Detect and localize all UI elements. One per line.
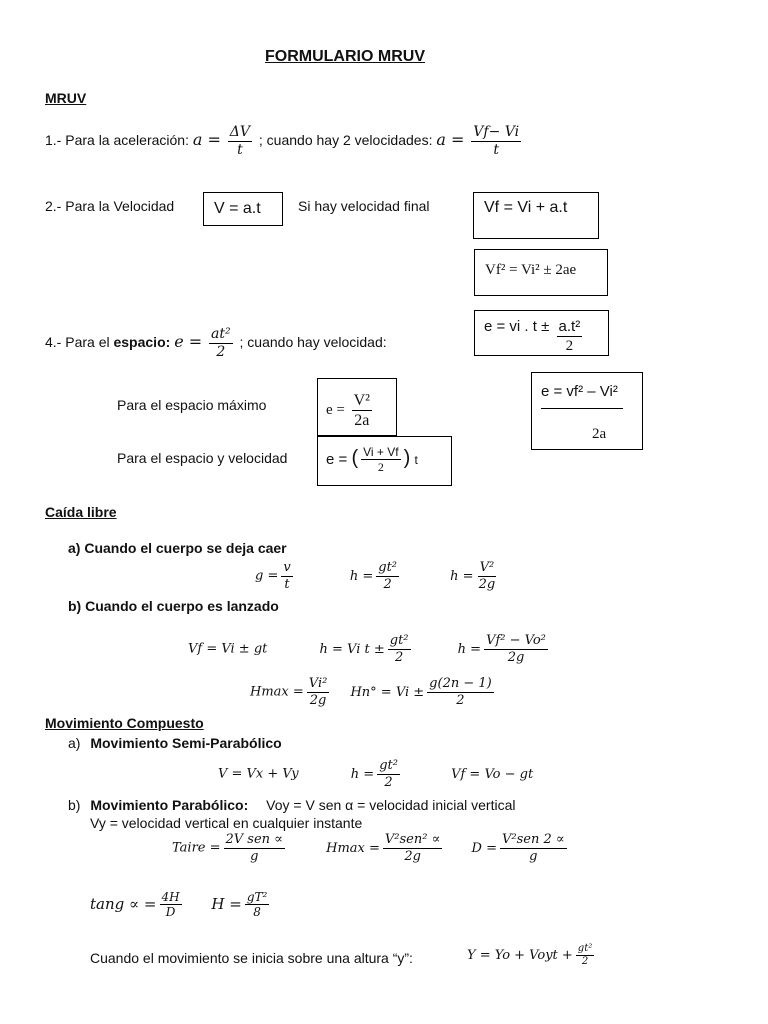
formula-row-hmax: Hmax = $\frac{\text{Vi²}}{2g}$ Hn° = Vi ± $\frac{g(2n - 1)}{2}$	[250, 676, 492, 708]
formula-text: 2a	[592, 426, 607, 442]
formula-lhs: e =	[174, 332, 203, 351]
label-vfinal: Si hay velocidad final	[298, 198, 430, 214]
label: 1.- Para la aceleración:	[45, 132, 189, 148]
formula-box-vf	[473, 192, 599, 239]
label: 4.- Para el	[45, 334, 110, 350]
formula-text: Vf² = Vi² ± 2ae	[485, 262, 577, 278]
formula-box-evel	[317, 436, 452, 486]
section-heading-compuesto: Movimiento Compuesto	[45, 715, 204, 731]
label-espacio-velocidad: Para el espacio y velocidad	[117, 450, 288, 466]
formula-text: e = ( $\frac{Vi + Vf}{2}$ ) t	[326, 445, 418, 475]
formula-box-v	[203, 192, 283, 226]
formula-lhs: a =	[192, 130, 221, 149]
label-semiparabolico: a) Movimiento Semi-Parabólico	[68, 735, 282, 751]
label-velocidad: 2.- Para la Velocidad	[45, 198, 175, 214]
label-lanzado: b) Cuando el cuerpo es lanzado	[68, 598, 279, 614]
formula-text: V = a.t	[214, 200, 261, 217]
formula-box-e	[474, 310, 609, 356]
formula-row-semiparabolico: V = Vx + Vy h = $\frac{\text{gt²}}{2}$ Vf = Vo − gt	[218, 758, 534, 790]
label-parabolico: b) Movimiento Parabólico: Voy = V sen α = velocidad inicial vertical	[68, 797, 516, 813]
formula-lhs: a =	[436, 130, 465, 149]
formula-box-evf	[531, 372, 643, 450]
label: ; cuando hay 2 velocidades:	[258, 132, 433, 148]
label-altura: Cuando el movimiento se inicia sobre una altura “y”:	[90, 950, 413, 966]
formula-box-vf2	[474, 249, 608, 296]
label-caer: a) Cuando el cuerpo se deja caer	[68, 540, 287, 556]
formula-box-emax	[317, 378, 397, 436]
page-title: FORMULARIO MRUV	[265, 48, 425, 65]
section-heading-mruv: MRUV	[45, 90, 87, 106]
label-vy: Vy = velocidad vertical en cualquier instante	[90, 815, 363, 831]
fraction: $\frac{\Delta V}{t}$	[229, 124, 251, 158]
fraction: $\frac{Vf- Vi}{t}$	[473, 124, 520, 158]
fraction-bar	[541, 408, 623, 409]
formula-text: Vf = Vi + a.t	[484, 199, 568, 216]
label: ; cuando hay velocidad:	[239, 334, 387, 350]
formula-row-tang: tang ∝ = $\frac{4H}{D}$ H = $\frac{\text{gT²}}{8}$	[90, 890, 268, 920]
formula-row-espacio	[45, 326, 387, 361]
formula-text: e = vf² – Vi²	[541, 383, 618, 400]
formula-row-caer: g = $\frac{v}{t}$ h = $\frac{\text{gt²}}{2}$ h = $\frac{\text{V²}}{2g}$	[255, 560, 496, 592]
formula-altura: Y = Yo + Voyt + $\frac{\text{gt²}}{2}$	[467, 943, 593, 967]
formula-row-aceleracion	[45, 124, 524, 159]
section-heading-caida: Caída libre	[45, 504, 117, 520]
label-bold: espacio:	[113, 334, 171, 350]
formula-row-lanzado: Vf = Vi ± gt h = Vi t ± $\frac{\text{gt²}}{2}$ h = $\frac{\text{Vf² − Vo²}}{2g}$	[188, 633, 546, 665]
fraction: $\frac{\text{at²}}{2}$	[211, 326, 231, 360]
formula-text: e = $\frac{\text{V²}}{2a}$	[326, 392, 370, 430]
formula-row-parabolico: Taire = $\frac{\text{2V sen ∝}}{g}$ Hmax = $\frac{\text{V²sen² ∝}}{2g}$ D = $\frac{\text{V²sen 2 ∝}}{g}$	[172, 832, 565, 864]
label-espacio-maximo: Para el espacio máximo	[117, 397, 267, 413]
formula-text: e = vi . t ± $\frac{\text{a.t²}}{2}$	[484, 318, 581, 354]
